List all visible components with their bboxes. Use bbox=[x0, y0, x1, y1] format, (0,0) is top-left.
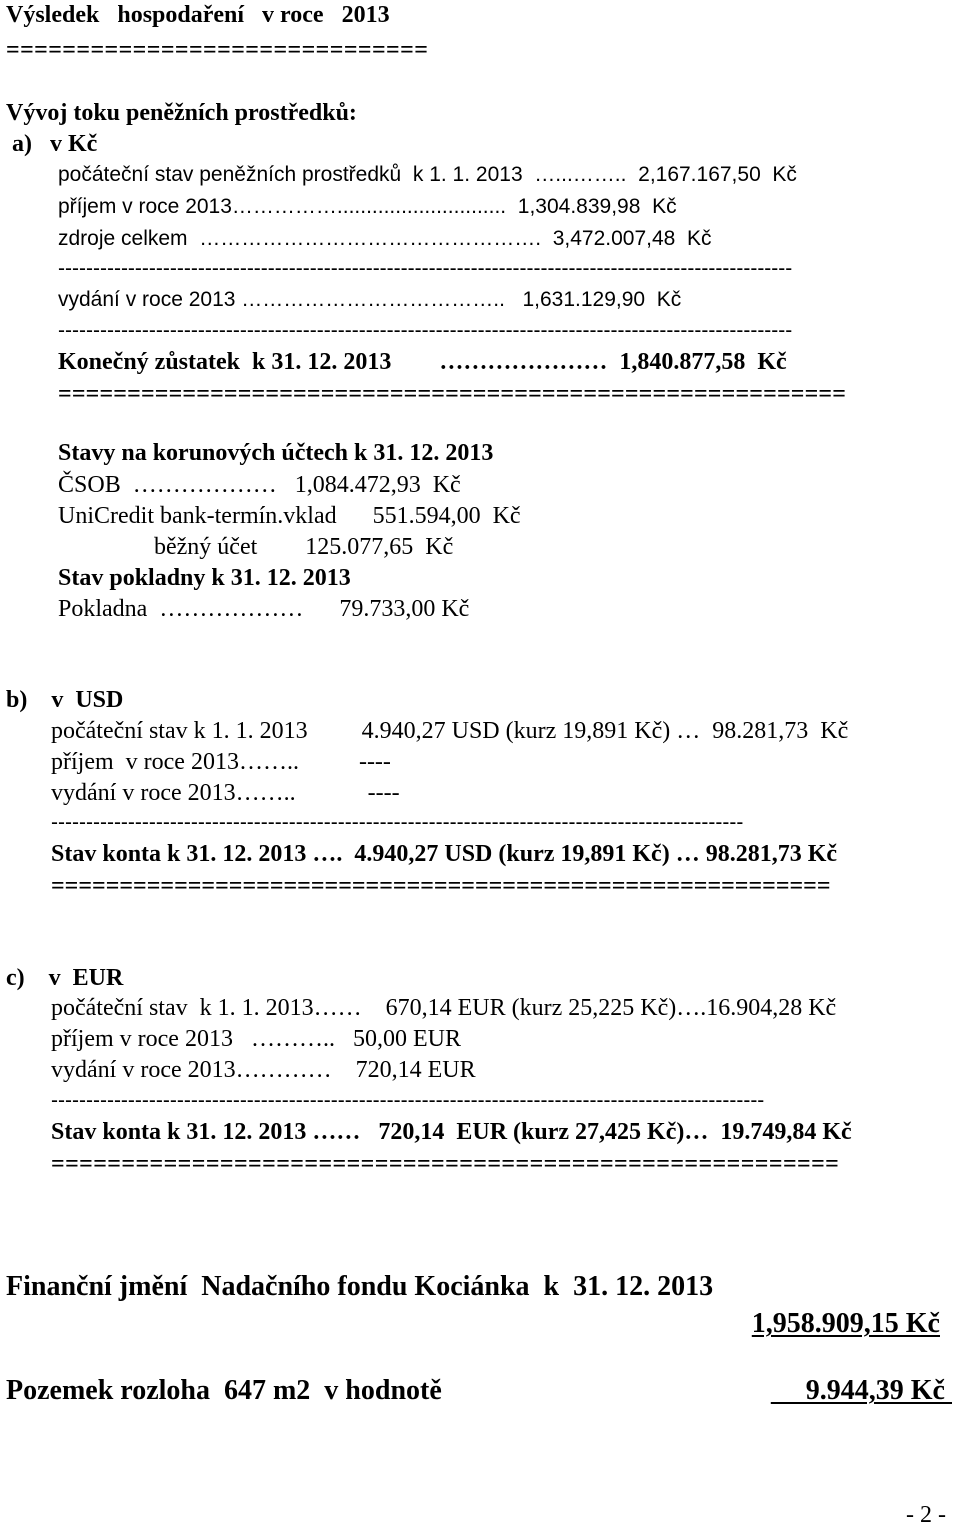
page-title: Výsledek hospodaření v roce 2013 bbox=[6, 2, 390, 28]
unicredit-current-account: běžný účet 125.077,65 Kč bbox=[58, 534, 454, 560]
eur-dashed-rule: ------------------------------------------------------------------------------------------------------ bbox=[51, 1089, 765, 1112]
usd-income: příjem v roce 2013…….. ---- bbox=[51, 749, 391, 775]
title-double-rule: ============================== bbox=[6, 37, 429, 63]
usd-closing-balance: Stav konta k 31. 12. 2013 …. 4.940,27 USD (kurz 19,891 Kč) … 98.281,73 Kč bbox=[51, 841, 838, 867]
czk-dashed-rule-1: --------------------------------------------------------------------------------------------------------- bbox=[58, 257, 793, 280]
eur-section-label: c) v EUR bbox=[6, 965, 124, 991]
unicredit-term-deposit: UniCredit bank-termín.vklad 551.594,00 Kč bbox=[58, 503, 521, 529]
czk-closing-balance: Konečný zůstatek k 31. 12. 2013 ………………… 1,840.877,58 Kč bbox=[58, 349, 787, 375]
page-number: - 2 - bbox=[906, 1502, 946, 1526]
czk-dashed-rule-2: --------------------------------------------------------------------------------------------------------- bbox=[58, 319, 793, 342]
czk-opening-balance: počáteční stav peněžních prostředků k 1. 1. 2013 …...…….. 2,167.167,50 Kč bbox=[58, 163, 797, 186]
eur-double-rule: ======================================================== bbox=[51, 1151, 840, 1177]
czk-income: příjem v roce 2013……………............................. 1,304.839,98 Kč bbox=[58, 195, 677, 218]
czk-accounts-heading: Stavy na korunových účtech k 31. 12. 2013 bbox=[58, 440, 494, 466]
eur-income: příjem v roce 2013 ……….. 50,00 EUR bbox=[51, 1026, 461, 1052]
section-heading: Vývoj toku peněžních prostředků: bbox=[6, 100, 357, 126]
usd-double-rule: ========================================================= bbox=[51, 873, 831, 899]
csob-account: ČSOB ……………… 1,084.472,93 Kč bbox=[58, 472, 461, 498]
fund-total-value: 1,958.909,15 Kč bbox=[751, 1308, 940, 1339]
czk-expenses: vydání v roce 2013 ……………………………….. 1,631.129,90 Kč bbox=[58, 288, 682, 311]
czk-section-label: a) v Kč bbox=[12, 131, 98, 157]
usd-expenses: vydání v roce 2013…….. ---- bbox=[51, 780, 400, 806]
czk-double-rule: ========================================================= bbox=[58, 381, 847, 407]
eur-expenses: vydání v roce 2013………… 720,14 EUR bbox=[51, 1057, 476, 1083]
eur-closing-balance: Stav konta k 31. 12. 2013 …… 720,14 EUR (kurz 27,425 Kč)… 19.749,84 Kč bbox=[51, 1119, 852, 1145]
land-value: 9.944,39 Kč bbox=[770, 1375, 952, 1406]
usd-section-label: b) v USD bbox=[6, 687, 124, 713]
fund-heading: Finanční jmění Nadačního fondu Kociánka k 31. 12. 2013 bbox=[6, 1271, 714, 1302]
cash-balance: Pokladna ……………… 79.733,00 Kč bbox=[58, 596, 470, 622]
usd-opening-balance: počáteční stav k 1. 1. 2013 4.940,27 USD (kurz 19,891 Kč) … 98.281,73 Kč bbox=[51, 718, 849, 744]
land-label: Pozemek rozloha 647 m2 v hodnotě bbox=[6, 1375, 442, 1406]
eur-opening-balance: počáteční stav k 1. 1. 2013…… 670,14 EUR (kurz 25,225 Kč)….16.904,28 Kč bbox=[51, 995, 837, 1021]
usd-dashed-rule: --------------------------------------------------------------------------------------------------- bbox=[51, 811, 744, 834]
cash-heading: Stav pokladny k 31. 12. 2013 bbox=[58, 565, 351, 591]
czk-total-sources: zdroje celkem …………………………………………. 3,472.007,48 Kč bbox=[58, 227, 712, 250]
